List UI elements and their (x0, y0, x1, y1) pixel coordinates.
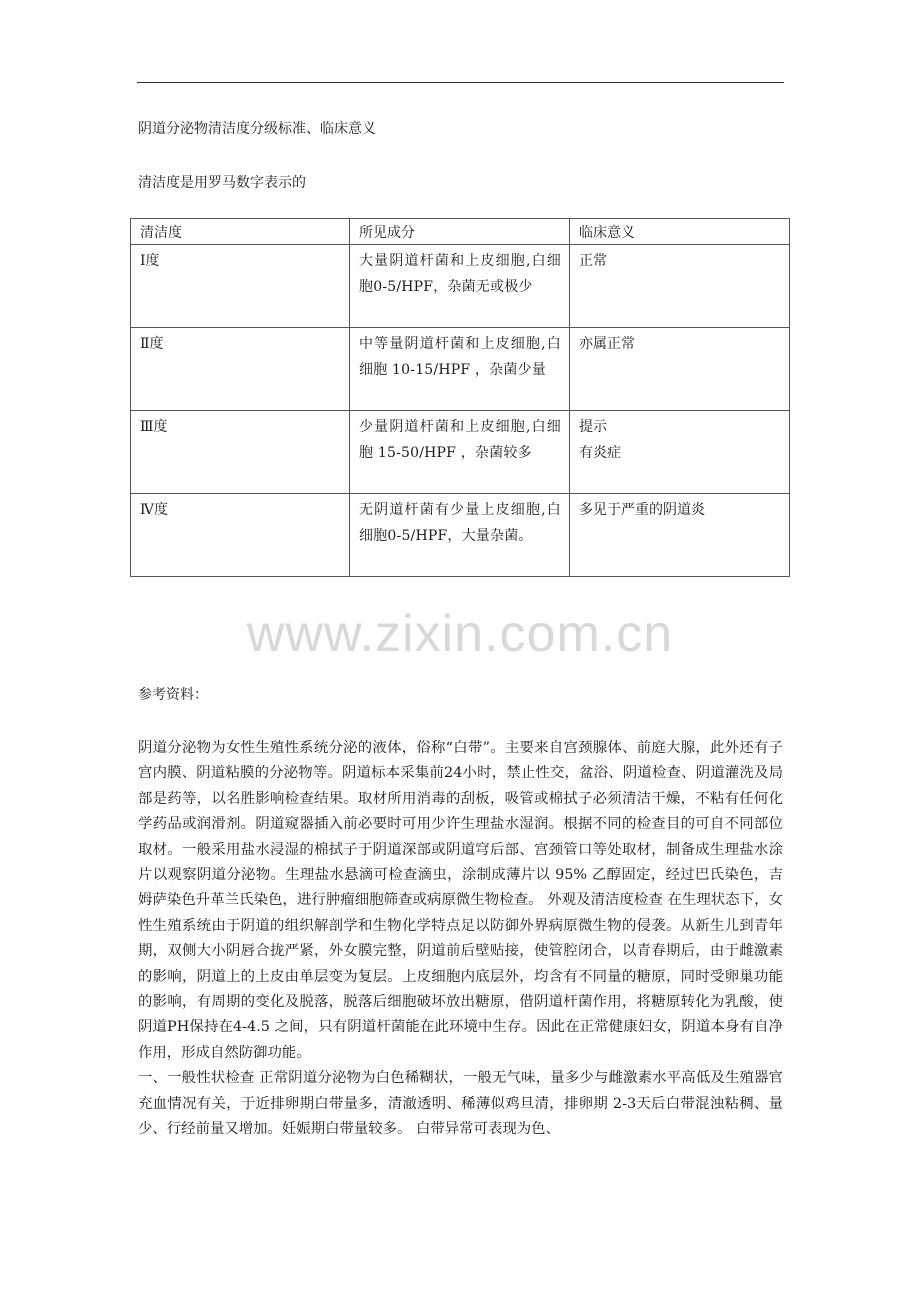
composition-cell: 无阴道杆菌有少量上皮细胞,白细胞0-5/HPF，大量杂菌。 (350, 494, 570, 577)
document-subtitle: 清洁度是用罗马数字表示的 (138, 175, 306, 191)
table-row (131, 245, 790, 328)
table-row (131, 494, 790, 577)
grade-cell: Ⅳ度 (131, 494, 350, 577)
grade-cell: Ⅱ度 (131, 328, 350, 411)
table-header-row (131, 219, 790, 245)
grade-cell: Ⅰ度 (131, 245, 350, 328)
significance-cell (570, 494, 790, 577)
cleanliness-grade-table (130, 218, 790, 577)
watermark: www.zixin.com.cn (246, 605, 674, 663)
significance-cell (570, 411, 790, 494)
header-cell-grade: 清洁度 (131, 219, 350, 245)
body-paragraph: 一、一般性状检查 正常阴道分泌物为白色稀糊状，一般无气味，量多少与雌激素水平高低及生殖器官充血情况有关，于近排卵期白带量多，清澈透明、稀薄似鸡旦清，排卵期 2-3天后白带混浊粘稠、量少、行经前量又增加。妊娠期白带量较多。 白带异常可表现为色、 (138, 1070, 783, 1138)
references-body (138, 736, 783, 1143)
significance-line: 正常 (579, 253, 607, 269)
significance-line: 多见于严重的阴道炎 (579, 502, 705, 518)
header-cell-composition: 所见成分 (350, 219, 570, 245)
significance-line: 提示 (579, 419, 607, 435)
composition-cell: 大量阴道杆菌和上皮细胞,白细胞0-5/HPF，杂菌无或极少 (350, 245, 570, 328)
grade-cell: Ⅲ度 (131, 411, 350, 494)
significance-line: 亦属正常 (579, 336, 635, 352)
table-row (131, 411, 790, 494)
references-label: 参考资料： (138, 687, 208, 703)
significance-cell (570, 245, 790, 328)
significance-cell (570, 328, 790, 411)
table-row (131, 328, 790, 411)
significance-line: 有炎症 (579, 445, 621, 461)
document-title: 阴道分泌物清洁度分级标准、临床意义 (138, 121, 376, 137)
header-cell-significance: 临床意义 (570, 219, 790, 245)
body-paragraph: 阴道分泌物为女性生殖性系统分泌的液体，俗称“白带”。主要来自宫颈腺体、前庭大腺，此外还有子宫内膜、阴道粘膜的分泌物等。阴道标本采集前24小时，禁止性交，盆浴、阴道检查、阴道灌洗及局部是药等，以名胜影响检查结果。取材所用消毒的刮板，吸管或棉拭子必须清洁干燥，不粘有任何化学药品或润滑剂。阴道窥器插入前必要时可用少许生理盐水湿润。根据不同的检查目的可自不同部位取材。一般采用盐水浸湿的棉拭子于阴道深部或阴道穹后部、宫颈管口等处取材，制备成生理盐水涂片以观察阴道分泌物。生理盐水悬滴可检查滴虫，涂制成薄片以 95% 乙醇固定，经过巴氏染色，吉姆萨染色升革兰氏染色，进行肿瘤细胞筛查或病原微生物检查。 外观及清洁度检查 在生理状态下，女性生殖系统由于阴道的组织解剖学和生物化学特点足以防御外界病原微生物的侵袭。从新生儿到青年期，双侧大小阴唇合拢严紧，外女膜完整，阴道前后壁贴接，使管腔闭合，以青春期后，由于雌激素的影响，阴道上的上皮由单层变为复层。上皮细胞内底层外，均含有不同量的糖原，同时受卵巢功能的影响，有周期的变化及脱落，脱落后细胞破坏放出糖原，借阴道杆菌作用，将糖原转化为乳酸，使阴道PH保持在4-4.5 之间，只有阴道杆菌能在此环境中生存。因此在正常健康妇女，阴道本身有自净作用，形成自然防御功能。 (138, 740, 783, 1061)
header-rule (137, 82, 784, 83)
composition-cell: 少量阴道杆菌和上皮细胞,白细胞 15-50/HPF ，杂菌较多 (350, 411, 570, 494)
composition-cell: 中等量阴道杆菌和上皮细胞,白细胞 10-15/HPF ，杂菌少量 (350, 328, 570, 411)
